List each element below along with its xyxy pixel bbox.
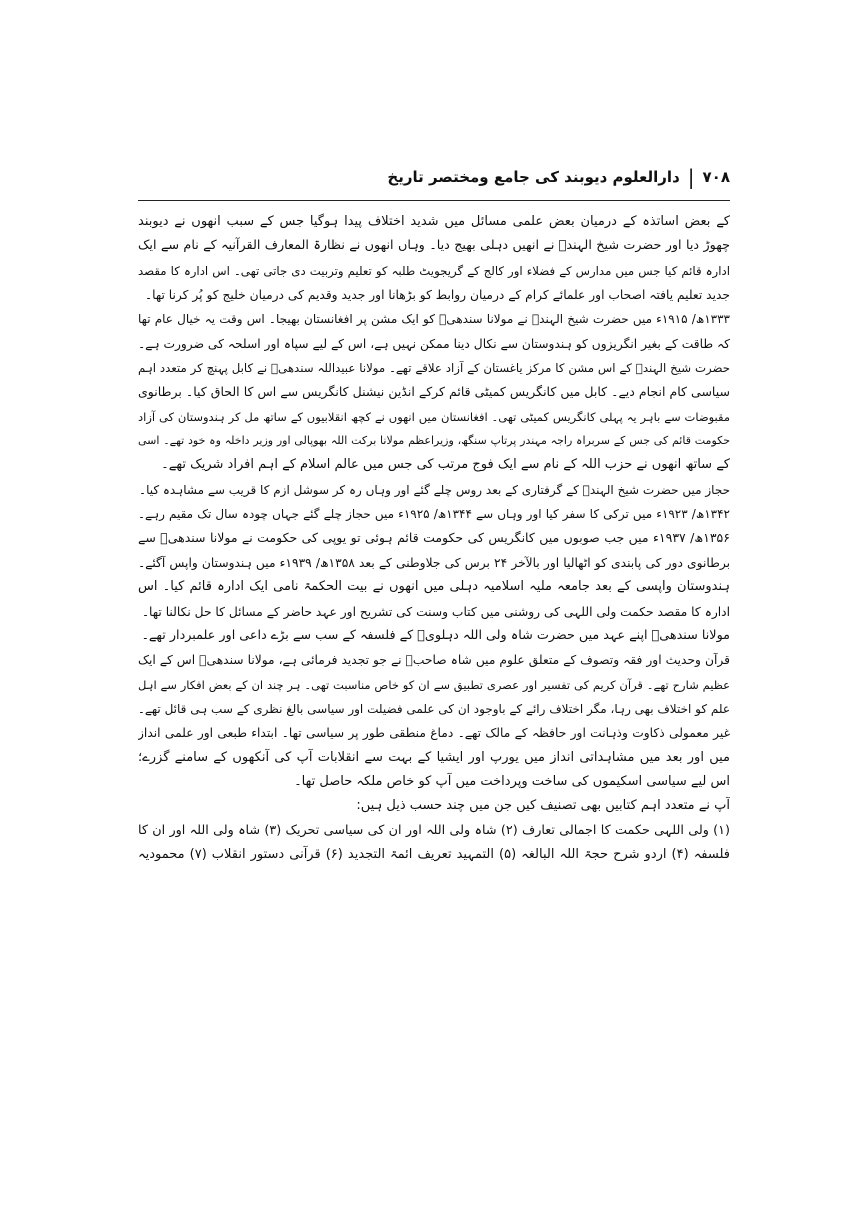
text-line: عظیم شارح تھے۔ قرآن کریم کی تفسیر اور عصری تطبیق سے ان کو خاص مناسبت تھی۔ ہر چند ان کے بعض افکار سے اہل (138, 677, 730, 692)
text-line: مقبوضات سے باہر یہ پہلی کانگریس کمیٹی تھی۔ افغانستان میں انھوں نے کچھ انقلابیوں کے ساتھ مل کر ہندوستان کی آزاد (138, 409, 730, 424)
header-separator: | (687, 165, 695, 189)
text-line: علم کو اختلاف بھی رہا، مگر اختلاف رائے کے باوجود ان کی علمی فضیلت اور سیاسی بالغ نظری کے سب ہی قائل تھے۔ (138, 701, 730, 716)
text-line: کے ساتھ انھوں نے حزب اللہ کے نام سے ایک فوج مرتب کی جس میں عالم اسلام کے اہم افراد شریک تھے۔ (161, 457, 730, 473)
text-line: مولانا سندھیؒ اپنے عہد میں حضرت شاہ ولی اللہ دہلویؒ کے فلسفہ کے سب سے بڑے داعی اور علمبردار تھے۔ (141, 627, 730, 643)
page-number: ۷۰۸ (702, 167, 730, 186)
text-line: قرآن وحدیث اور فقہ وتصوف کے متعلق علوم میں شاہ صاحبؒ نے جو تجدید فرمائی ہے، مولانا سندھیؒ اس کے ایک (138, 653, 730, 668)
text-line: ادارہ کا مقصد حکمت ولی اللہی کی روشنی میں کتاب وسنت کی تشریح اور عہد حاضر کے مسائل کا حل نکالنا تھا۔ (141, 604, 730, 619)
text-line: ۱۳۴۲ھ/ ۱۹۲۳ء میں ترکی کا سفر کیا اور وہاں سے ۱۳۴۴ھ/ ۱۹۲۵ء میں حجاز چلے گئے جہاں چودہ سال تک مقیم رہے۔ (138, 507, 730, 522)
text-line: اس لیے سیاسی اسکیموں کی ساخت وپرداخت میں آپ کو خاص ملکہ حاصل تھا۔ (294, 773, 730, 789)
text-line: ۱۳۵۶ھ/ ۱۹۳۷ء میں جب صوبوں میں کانگریس کی حکومت قائم ہوئی تو یوپی کی حکومت نے مولانا سندھیؒ سے (138, 530, 730, 546)
text-line: آپ نے متعدد اہم کتابیں بھی تصنیف کیں جن میں چند حسب ذیل ہیں: (356, 798, 730, 814)
text-line: برطانوی دور کی پابندی کو اٹھالیا اور بالآخر ۲۴ برس کی جلاوطنی کے بعد ۱۳۵۸ھ/ ۱۹۳۹ء میں ہندوستان واپس آگئے۔ (138, 555, 730, 570)
text-line: ۱۳۳۳ھ/ ۱۹۱۵ء میں حضرت شیخ الہندؒ نے مولانا سندھیؒ کو ایک مشن پر افغانستان بھیجا۔ اس وقت یہ خیال عام تھا (138, 312, 730, 327)
text-line: کے بعض اساتذہ کے درمیان بعض علمی مسائل میں شدید اختلاف پیدا ہوگیا جس کے سبب انھوں نے دیوبند (138, 214, 730, 229)
text-line: جدید تعلیم یافتہ اصحاب اور علمائے کرام کے درمیان روابط کو بڑھانا اور جدید وقدیم کی درمیان خلیج کو پُر کرنا تھا۔ (144, 288, 730, 303)
text-line: میں اور بعد میں مشاہداتی انداز میں یورپ اور ایشیا کے بہت سے انقلابات آپ کی آنکھوں کے سامنے گزرے؛ (138, 749, 730, 765)
text-line: غیر معمولی ذکاوت وذہانت اور حافظہ کے مالک تھے۔ دماغ منطقی طور پر سیاسی تھا۔ ابتداء طبعی اور علمی انداز (138, 726, 730, 741)
text-line: کہ طاقت کے بغیر انگریزوں کو ہندوستان سے نکال دینا ممکن نہیں ہے، اس کے لیے سپاہ اور اسلحہ کی ضرورت ہے۔ (138, 336, 730, 351)
text-line: چھوڑ دیا اور حضرت شیخ الہندؒ نے انھیں دہلی بھیج دیا۔ وہاں انھوں نے نظارۃ المعارف القرآنیہ کے نام سے ایک (138, 238, 730, 254)
text-line: ہندوستان واپسی کے بعد جامعہ ملیہ اسلامیہ دہلی میں انھوں نے بیت الحکمۃ نامی ایک ادارہ قائم کیا۔ اس (138, 579, 730, 595)
text-line: (۱) ولی اللہی حکمت کا اجمالی تعارف (۲) شاہ ولی اللہ اور ان کی سیاسی تحریک (۳) شاہ ولی اللہ اور ان کا (138, 822, 730, 838)
text-line: حجاز میں حضرت شیخ الہندؒ کے گرفتاری کے بعد روس چلے گئے اور وہاں رہ کر سوشل ازم کا قریب سے مشاہدہ کیا۔ (139, 482, 730, 497)
text-line: حضرت شیخ الہندؒ کے اس مشن کا مرکز یاغستان کے آزاد علاقے تھے۔ مولانا عبیداللہ سندھیؒ نے کابل پہنچ کر متعدد اہم (138, 361, 730, 376)
text-line: سیاسی کام انجام دیے۔ کابل میں کانگریس کمیٹی قائم کرکے انڈین نیشنل کانگریس سے اس کا الحاق کیا۔ برطانوی (138, 384, 730, 400)
book-title: دارالعلوم دیوبند کی جامع ومختصر تاریخ (387, 167, 680, 186)
running-header (138, 160, 730, 194)
text-line: ادارہ قائم کیا جس میں مدارس کے فضلاء اور کالج کے گریجویٹ طلبہ کو تعلیم وتربیت دی جاتی تھی۔ اس ادارہ کا مقصد (138, 263, 730, 278)
text-line: حکومت قائم کی جس کے سربراہ راجہ مہندر پرتاپ سنگھ، وزیراعظم مولانا برکت اللہ بھوپالی اور وزیر داخلہ وہ خود تھے۔ اسی (138, 434, 730, 448)
header-divider (138, 200, 730, 201)
text-line: فلسفہ (۴) اردو شرح حجۃ اللہ البالغہ (۵) التمہید تعریف ائمۃ التجدید (۶) قرآنی دستور انقلاب (۷) محمودیہ (138, 846, 730, 862)
body-text (138, 210, 730, 867)
